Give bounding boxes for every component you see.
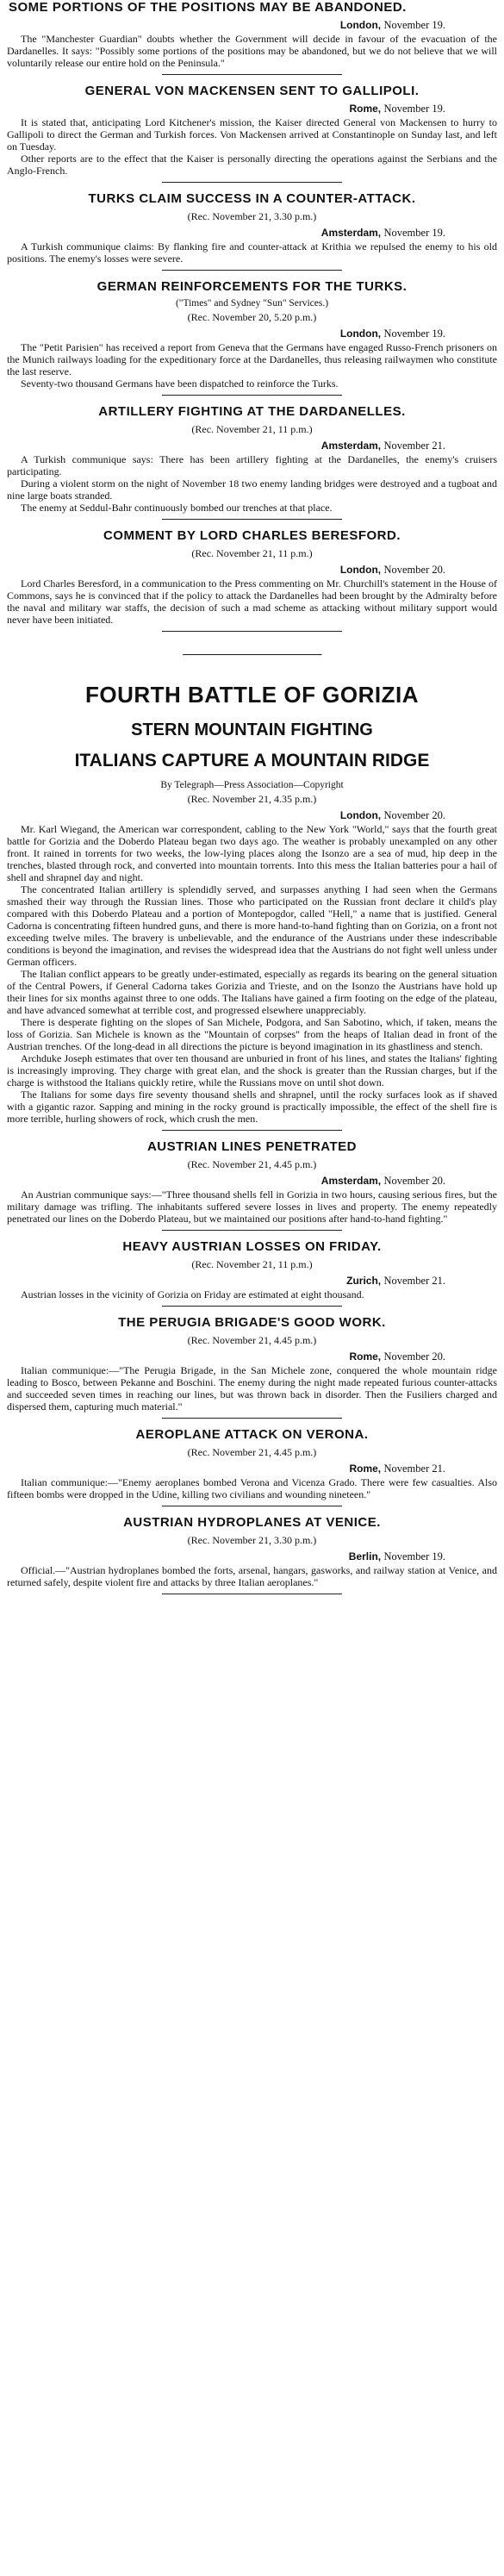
article-received: (Rec. November 21, 11 p.m.) — [191, 547, 313, 559]
articles-section-bottom — [0, 1139, 504, 1594]
divider — [162, 519, 342, 520]
article — [0, 1315, 504, 1419]
dateline-place: London, — [339, 327, 382, 340]
divider — [162, 1230, 342, 1231]
article-received: (Rec. November 21, 3.30 p.m.) — [187, 210, 317, 222]
article — [0, 1427, 504, 1506]
article — [0, 528, 504, 632]
feature-credit: By Telegraph—Press Association—Copyright — [160, 780, 344, 790]
dateline-place: Zurich, — [346, 1275, 382, 1287]
article — [0, 404, 504, 520]
dateline-date: November 19. — [383, 19, 445, 31]
article-received: (Rec. November 21, 11 p.m.) — [191, 423, 313, 435]
article-paragraph: It is stated that, anticipating Lord Kitchener's mission, the Kaiser directed General von Mackensen to hurry to Gallipoli to direct the German and Turkish forces. Von Mackensen arrived at Constantinople on Sunday last, and left on Tuesday. — [7, 116, 497, 153]
dateline-place: Amsterdam, — [320, 1175, 382, 1187]
dateline-date: November 19. — [383, 103, 445, 115]
article — [0, 1515, 504, 1594]
article — [0, 279, 504, 396]
dateline-date: November 19. — [383, 327, 445, 340]
divider — [162, 74, 342, 75]
article-paragraph: The "Petit Parisien" has received a report from Geneva that the Germans have engaged Russo-French prisoners on the Munich railways loading for the expeditionary force at the Dardanelles, thus releasing railwaymen who constitute the last reserve. — [7, 341, 497, 377]
dateline-date: November 20. — [383, 809, 445, 821]
article-headline: THE PERUGIA BRIGADE'S GOOD WORK. — [118, 1315, 386, 1330]
article-dateline — [7, 327, 497, 340]
article-dateline — [7, 1275, 497, 1288]
article-paragraph: The "Manchester Guardian" doubts whether the Government will decide in favour of the evacuation of the Dardanelles. It says: "Possibly some portions of the positions may be abandoned, but we do not believe that we will voluntarily release our entire hold on the Peninsula." — [7, 33, 497, 69]
article-headline: GENERAL VON MACKENSEN SENT TO GALLIPOLI. — [84, 84, 420, 98]
article-received: (Rec. November 21, 3.30 p.m.) — [187, 1534, 317, 1546]
dateline-place: Rome, — [349, 103, 382, 115]
dateline-place: London, — [339, 809, 382, 821]
article-paragraph: Official.—"Austrian hydroplanes bombed the forts, arsenal, hangars, gasworks, and railway station at Venice, and returned safely, despite violent fire and attacks by three Italian aeroplanes." — [7, 1564, 497, 1588]
divider — [162, 182, 342, 183]
article-received: (Rec. November 21, 4.45 p.m.) — [187, 1158, 317, 1170]
article — [0, 191, 504, 271]
article-paragraph: An Austrian communique says:—"Three thousand shells fell in Gorizia in two hours, causing serious fires, but the military damage was trifling. The inhabitants suffered severe losses in lives and property. The enemy repeatedly penetrated our lines on the Doberdo Plateau, but we maintained our positions after hand-to-hand fighting." — [7, 1188, 497, 1225]
feature-title: FOURTH BATTLE OF GORIZIA — [84, 682, 420, 708]
article-dateline — [7, 1175, 497, 1188]
dateline-place: Amsterdam, — [320, 227, 382, 239]
dateline-place: Rome, — [349, 1463, 382, 1475]
article-paragraph: The Italians for some days fire seventy thousand shells and shrapnel, until the rocky surfaces look as if shaved with a gigantic razor. Sapping and mining in the rocky ground is practically impossible, the effect of the shell fire is more terrible, hurling showers of rock, which crush the men. — [7, 1088, 497, 1125]
divider — [183, 654, 322, 656]
article-headline: HEAVY AUSTRIAN LOSSES ON FRIDAY. — [122, 1239, 382, 1254]
article — [0, 0, 504, 75]
feature-body — [7, 823, 497, 1131]
article-paragraph: Austrian losses in the vicinity of Gorizia on Friday are estimated at eight thousand. — [21, 1288, 364, 1300]
article-received: (Rec. November 21, 11 p.m.) — [191, 1258, 313, 1270]
article-paragraph: Archduke Joseph estimates that over ten thousand are unburied in front of his lines, and states the Italians' fighting is increasingly improving. They charge with great elan, and the shock is greater than the Russian charges, but if the charge is withstood the Italians quickly retire, while the Russians move on until shot down. — [7, 1052, 497, 1088]
article-dateline — [7, 1463, 497, 1475]
feature-received: (Rec. November 21, 4.35 p.m.) — [187, 793, 317, 805]
article-paragraph: A Turkish communique says: There has been artillery fighting at the Dardanelles, the enemy's cruisers participating. — [7, 453, 497, 477]
dateline-date: November 19. — [383, 1550, 445, 1562]
article-paragraph: The Italian conflict appears to be greatly under-estimated, especially as regards its bearing on the general situation of the Central Powers, if General Cadorna takes Gorizia and Trieste, and on the Isonzo the Austrians have hold up their lines for six months against three to one odds. The Italians have gained a firm footing on the edge of the plateau, and have advanced somewhat at terrible cost, and progressed elsewhere unappreciably. — [7, 968, 497, 1016]
article-dateline — [7, 1350, 497, 1363]
dateline-date: November 21. — [383, 440, 445, 452]
article-paragraph: The enemy at Seddul-Bahr continuously bombed our trenches at that place. — [21, 502, 333, 514]
article-headline: GERMAN REINFORCEMENTS FOR THE TURKS. — [96, 279, 408, 294]
article — [0, 84, 504, 183]
article-paragraph: Italian communique:—"The Perugia Brigade, in the San Michele zone, conquered the whole mountain ridge leading to Bosco, between Pekanne and Boschini. The enemy during the night made repeated furious counter-attacks and succeeded seven times in reaching our lines, but was thrown back in disorder. Then the Fusiliers charged and dispersed them, capturing much material." — [7, 1364, 497, 1413]
article-headline: AUSTRIAN LINES PENETRATED — [146, 1139, 358, 1154]
article-headline: SOME PORTIONS OF THE POSITIONS MAY BE ABANDONED. — [9, 0, 407, 15]
article-headline: TURKS CLAIM SUCCESS IN A COUNTER-ATTACK. — [88, 191, 416, 206]
dateline-place: Amsterdam, — [320, 440, 382, 452]
dateline-date: November 20. — [383, 1175, 445, 1187]
article-received: (Rec. November 21, 4.45 p.m.) — [187, 1334, 317, 1346]
article-credit: ("Times" and Sydney "Sun" Services.) — [175, 298, 329, 309]
divider — [162, 1418, 342, 1419]
divider — [162, 1306, 342, 1307]
feature-subtitle-2: ITALIANS CAPTURE A MOUNTAIN RIDGE — [74, 751, 430, 770]
article-paragraph: There is desperate fighting on the slopes of San Michele, Podgora, and San Sabotino, which, if taken, means the loss of Gorizia. San Michele is known as the "Mountain of corpses" from the heaps of Italian dead in front of the Austrian trenches. Of the long-dead in all directions the picture is beyond imagination in its ghastliness and stench. — [7, 1016, 497, 1052]
divider — [162, 270, 342, 271]
divider — [162, 1130, 342, 1131]
article-paragraph: Italian communique:—"Enemy aeroplanes bombed Verona and Vicenza Grado. There were few casualties. Also fifteen bombs were dropped in the Udine, killing two civilians and wounding nineteen." — [7, 1476, 497, 1500]
divider — [162, 395, 342, 396]
article-headline: ARTILLERY FIGHTING AT THE DARDANELLES. — [98, 404, 406, 419]
article-headline: AUSTRIAN HYDROPLANES AT VENICE. — [123, 1515, 381, 1530]
article-paragraph: During a violent storm on the night of November 18 two enemy landing bridges were destroyed and a tugboat and nine large boats stranded. — [7, 477, 497, 502]
article-headline: COMMENT BY LORD CHARLES BERESFORD. — [103, 528, 401, 543]
article — [0, 1139, 504, 1231]
dateline-date: November 21. — [383, 1275, 445, 1287]
article-paragraph: The concentrated Italian artillery is splendidly served, and surpasses anything I had seen when the Germans smashed their way through the Russian lines. Those who participated on the Russian front declare it child's play compared with this Doberdo Plateau and a portion of Montepogdor, called "Hell," a name that is justified. General Cadorna is concentrating fifteen hundred guns, and there is more hand-to-hand fighting than on Gorizia, on a front not exceeding twelve miles. The bravery is unbelievable, and the endurance of the Austrians under these indescribable conditions is beyond the imagination, and revises the widespread idea that the Austrians do not fight well unless under German officers. — [7, 883, 497, 968]
dateline-place: London, — [339, 19, 382, 31]
divider — [162, 631, 342, 632]
dateline-date: November 19. — [383, 227, 445, 239]
article-dateline — [7, 440, 497, 452]
article-dateline — [7, 103, 497, 115]
article-dateline — [7, 564, 497, 577]
feature-dateline — [7, 809, 497, 822]
article-paragraph: Mr. Karl Wiegand, the American war correspondent, cabling to the New York "World," says that the fourth great battle for Gorizia and the Doberdo Plateau began two days ago. The weather is probably unexampled on any other front. It rained in torrents for two weeks, the low-lying places along the Isonzo are a sea of mud, hip deep in the trenches, blasted through rock, and converted into mountain torrents. Into this mess the Italian batteries pour a hail of shell and shrapnel day and night. — [7, 823, 497, 883]
dateline-place: London, — [339, 564, 382, 576]
dateline-place: Berlin, — [348, 1550, 382, 1562]
article-received: (Rec. November 21, 4.45 p.m.) — [187, 1446, 317, 1458]
feature-article — [0, 654, 504, 1131]
article-paragraph: Lord Charles Beresford, in a communication to the Press commenting on Mr. Churchill's statement in the House of Commons, says he is convinced that if the policy to attack the Dardanelles had been brought by the Admiralty before the naval and military war staffs, the decision of such a mad scheme as attacking without military support would never have been initiated. — [7, 577, 497, 626]
articles-section-top — [0, 0, 504, 632]
article-headline: AEROPLANE ATTACK ON VERONA. — [135, 1427, 369, 1442]
article — [0, 1239, 504, 1307]
article-dateline — [7, 227, 497, 240]
article-received: (Rec. November 20, 5.20 p.m.) — [187, 311, 317, 323]
dateline-place: Rome, — [349, 1350, 382, 1363]
article-paragraph: Other reports are to the effect that the Kaiser is personally directing the operations against the Serbians and the Anglo-French. — [7, 153, 497, 177]
dateline-date: November 20. — [383, 564, 445, 576]
dateline-date: November 21. — [383, 1463, 445, 1475]
dateline-date: November 20. — [383, 1350, 445, 1363]
article-paragraph: Seventy-two thousand Germans have been dispatched to reinforce the Turks. — [21, 377, 339, 390]
article-dateline — [7, 19, 497, 32]
article-paragraph: A Turkish communique claims: By flanking fire and counter-attack at Krithia we repulsed the enemy to his old positions. The enemy's losses were severe. — [7, 240, 497, 265]
feature-subtitle: STERN MOUNTAIN FIGHTING — [131, 720, 373, 739]
article-dateline — [7, 1550, 497, 1563]
